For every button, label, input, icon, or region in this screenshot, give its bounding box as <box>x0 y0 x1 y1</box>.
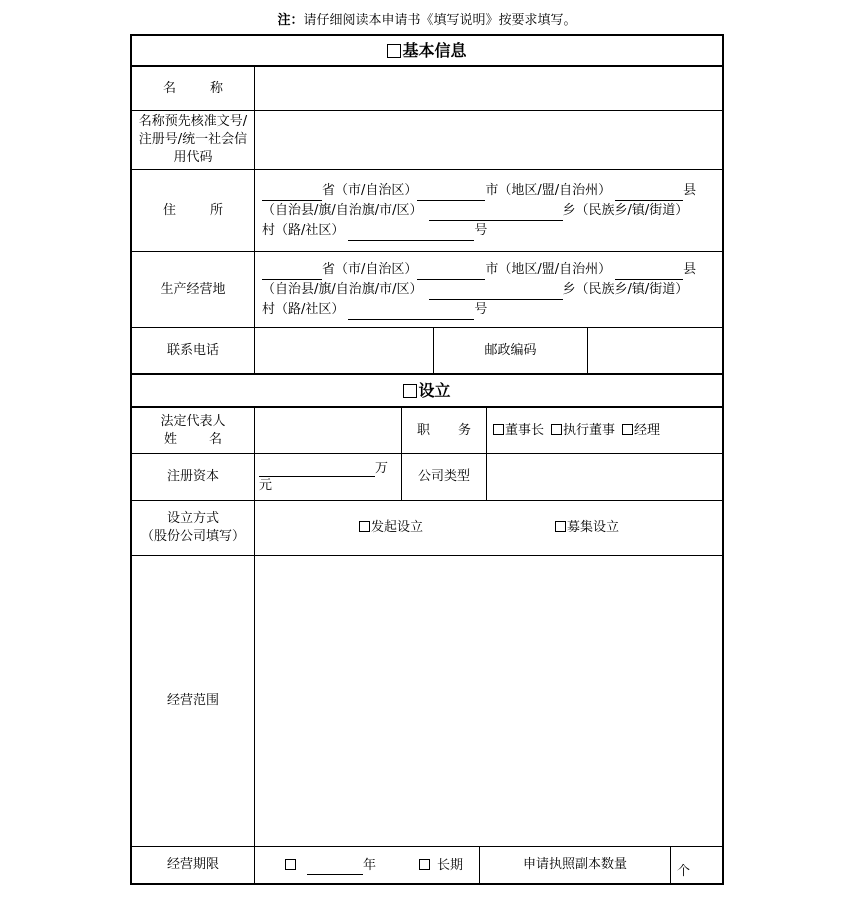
method-option-offering[interactable]: 募集设立 <box>555 519 619 537</box>
divider <box>486 454 487 500</box>
checkbox-icon <box>419 859 430 870</box>
legal-rep-name-field[interactable] <box>255 408 401 453</box>
checkbox-icon <box>622 424 633 435</box>
checkbox-icon <box>555 521 566 532</box>
divider <box>254 501 255 883</box>
label-business-scope: 经营范围 <box>166 693 219 708</box>
position-option-chairman[interactable]: 董事长 <box>493 422 544 440</box>
label-legal-rep: 法定代表人 姓 名 <box>160 413 226 447</box>
application-form <box>130 34 724 885</box>
checkbox-icon <box>493 424 504 435</box>
divider <box>479 847 480 883</box>
divider <box>670 847 671 883</box>
label-business-term: 经营期限 <box>166 857 219 872</box>
setup-method-options <box>255 501 722 555</box>
label-setup-method: 设立方式 （股份公司填写） <box>140 511 245 544</box>
note-text: 请仔细阅读本申请书《填写说明》按要求填写。 <box>303 13 577 28</box>
domicile-address-field[interactable]: 省（市/自治区） 市（地区/盟/自治州） 县 （自治县/旗/自治旗/市/区） 乡（民族乡/镇/街道） 村（路/社区） 号 <box>262 181 718 241</box>
label-license-copies: 申请执照副本数量 <box>522 857 627 872</box>
business-term-options <box>255 847 479 883</box>
section-basic-title: 基本信息 <box>132 36 722 65</box>
divider <box>401 408 402 453</box>
term-option-years[interactable]: 年 <box>285 857 376 875</box>
label-postcode: 邮政编码 <box>484 342 537 358</box>
divider <box>486 408 487 453</box>
term-option-long[interactable]: 长期 <box>419 857 463 875</box>
divider <box>254 67 255 373</box>
section-setup-title: 设立 <box>132 375 722 406</box>
postcode-field[interactable] <box>588 328 722 373</box>
divider <box>401 454 402 500</box>
label-reg-code: 名称预先核准文号/注册号/统一社会信用代码 <box>138 114 248 165</box>
position-option-executive-director[interactable]: 执行董事 <box>551 422 615 440</box>
divider <box>587 328 588 373</box>
form-note <box>0 9 854 28</box>
checkbox-basic-icon[interactable] <box>387 44 401 58</box>
label-phone: 联系电话 <box>166 342 219 358</box>
divider <box>254 454 255 500</box>
position-option-manager[interactable]: 经理 <box>622 422 660 440</box>
label-name: 名 称 <box>163 80 223 96</box>
label-reg-capital: 注册资本 <box>166 469 219 484</box>
divider <box>433 328 434 373</box>
note-prefix: 注： <box>277 13 304 28</box>
production-address-field[interactable]: 省（市/自治区） 市（地区/盟/自治州） 县 （自治县/旗/自治旗/市/区） 乡（民族乡/镇/街道） 村（路/社区） 号 <box>262 260 718 320</box>
checkbox-icon <box>359 521 370 532</box>
label-position: 职 务 <box>417 422 471 438</box>
divider <box>254 408 255 453</box>
label-domicile: 住 所 <box>163 202 223 218</box>
phone-field[interactable] <box>255 328 433 373</box>
reg-capital-field[interactable]: 万 元 <box>259 461 389 493</box>
checkbox-setup-icon[interactable] <box>403 384 417 398</box>
position-options <box>487 408 722 453</box>
checkbox-icon <box>551 424 562 435</box>
checkbox-icon <box>285 859 296 870</box>
reg-code-field[interactable] <box>255 111 722 169</box>
business-scope-field[interactable] <box>255 556 722 846</box>
label-company-type: 公司类型 <box>417 469 470 484</box>
name-field[interactable] <box>255 67 722 110</box>
company-type-field[interactable] <box>487 454 722 500</box>
license-copies-field[interactable]: 个 <box>677 864 691 879</box>
label-production-site: 生产经营地 <box>160 281 226 297</box>
method-option-promotion[interactable]: 发起设立 <box>359 519 423 537</box>
